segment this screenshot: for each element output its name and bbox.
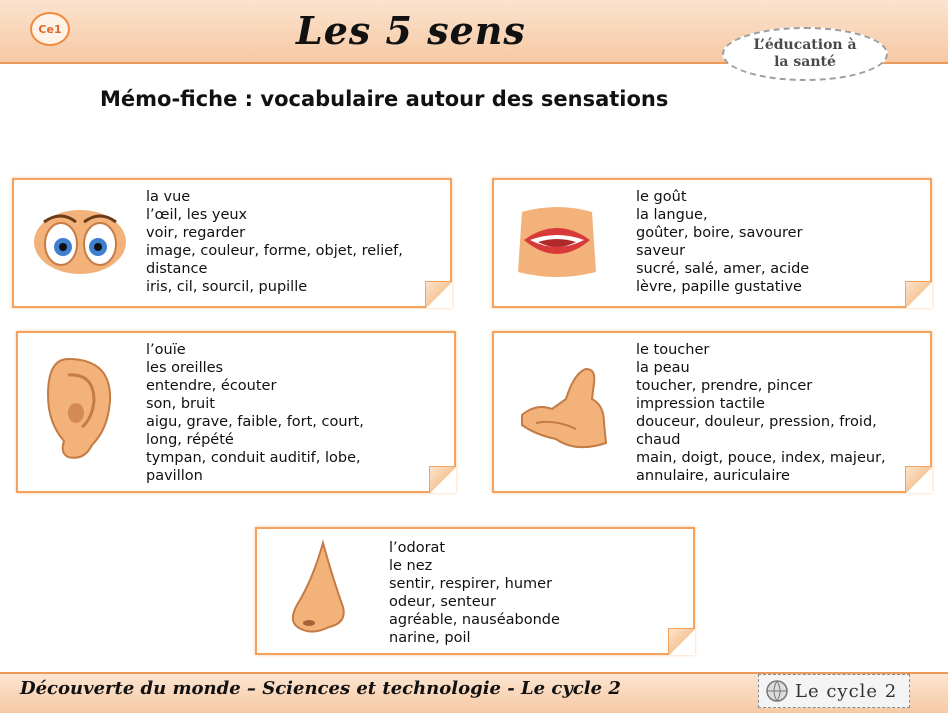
category-line-2: la santé: [774, 54, 836, 70]
gout-line: lèvre, papille gustative: [636, 279, 802, 295]
category-label: [722, 27, 888, 81]
level-badge: Ce1: [30, 12, 70, 46]
toucher-line: chaud: [636, 432, 681, 448]
subtitle: Mémo-fiche : vocabulaire autour des sensations: [100, 87, 669, 111]
ouie-line: les oreilles: [146, 360, 224, 376]
vue-line: la vue: [146, 189, 191, 205]
toucher-line: la peau: [636, 360, 690, 376]
hand-icon: [516, 363, 612, 453]
page-curl: [668, 628, 695, 655]
ouie-line: pavillon: [146, 468, 203, 484]
gout-line: sucré, salé, amer, acide: [636, 261, 810, 277]
ouie-line: long, répété: [146, 432, 234, 448]
page-curl: [425, 281, 452, 308]
page-curl: [905, 466, 932, 493]
card-odorat: [255, 527, 695, 655]
ouie-line: tympan, conduit auditif, lobe,: [146, 450, 361, 466]
gout-line: la langue,: [636, 207, 708, 223]
odorat-line: l’odorat: [389, 540, 446, 556]
card-vue: [12, 178, 452, 308]
nose-icon: [283, 539, 353, 639]
globe-icon: [765, 679, 789, 703]
toucher-line: toucher, prendre, pincer: [636, 378, 813, 394]
vue-line: image, couleur, forme, objet, relief,: [146, 243, 403, 259]
ouie-line: l’ouïe: [146, 342, 186, 358]
odorat-line: sentir, respirer, humer: [389, 576, 553, 592]
ouie-line: aigu, grave, faible, fort, court,: [146, 414, 364, 430]
vue-line: voir, regarder: [146, 225, 246, 241]
vue-line: l’œil, les yeux: [146, 207, 248, 223]
gout-line: goûter, boire, savourer: [636, 225, 803, 241]
odorat-line: narine, poil: [389, 630, 471, 646]
odorat-line: odeur, senteur: [389, 594, 496, 610]
page-curl: [905, 281, 932, 308]
card-toucher: [492, 331, 932, 493]
ouie-line: son, bruit: [146, 396, 215, 412]
vue-line: distance: [146, 261, 208, 277]
gout-line: le goût: [636, 189, 687, 205]
vue-line: iris, cil, sourcil, pupille: [146, 279, 308, 295]
ear-icon: [38, 353, 118, 465]
category-line-1: L’éducation à: [753, 37, 857, 53]
mouth-icon: [512, 202, 602, 282]
page-curl: [429, 466, 456, 493]
toucher-line: impression tactile: [636, 396, 765, 412]
cycle-logo: [758, 674, 910, 708]
toucher-line: le toucher: [636, 342, 710, 358]
card-ouie: [16, 331, 456, 493]
logo-text: Le cycle 2: [795, 680, 898, 702]
footer-text: Découverte du monde – Sciences et technologie - Le cycle 2: [20, 678, 621, 699]
toucher-line: douceur, douleur, pression, froid,: [636, 414, 877, 430]
page-title: Les 5 sens: [296, 8, 526, 53]
toucher-line: annulaire, auriculaire: [636, 468, 790, 484]
odorat-line: agréable, nauséabonde: [389, 612, 560, 628]
card-gout: [492, 178, 932, 308]
toucher-line: main, doigt, pouce, index, majeur,: [636, 450, 886, 466]
ouie-line: entendre, écouter: [146, 378, 277, 394]
odorat-line: le nez: [389, 558, 433, 574]
gout-line: saveur: [636, 243, 686, 259]
eyes-icon: [30, 200, 130, 280]
